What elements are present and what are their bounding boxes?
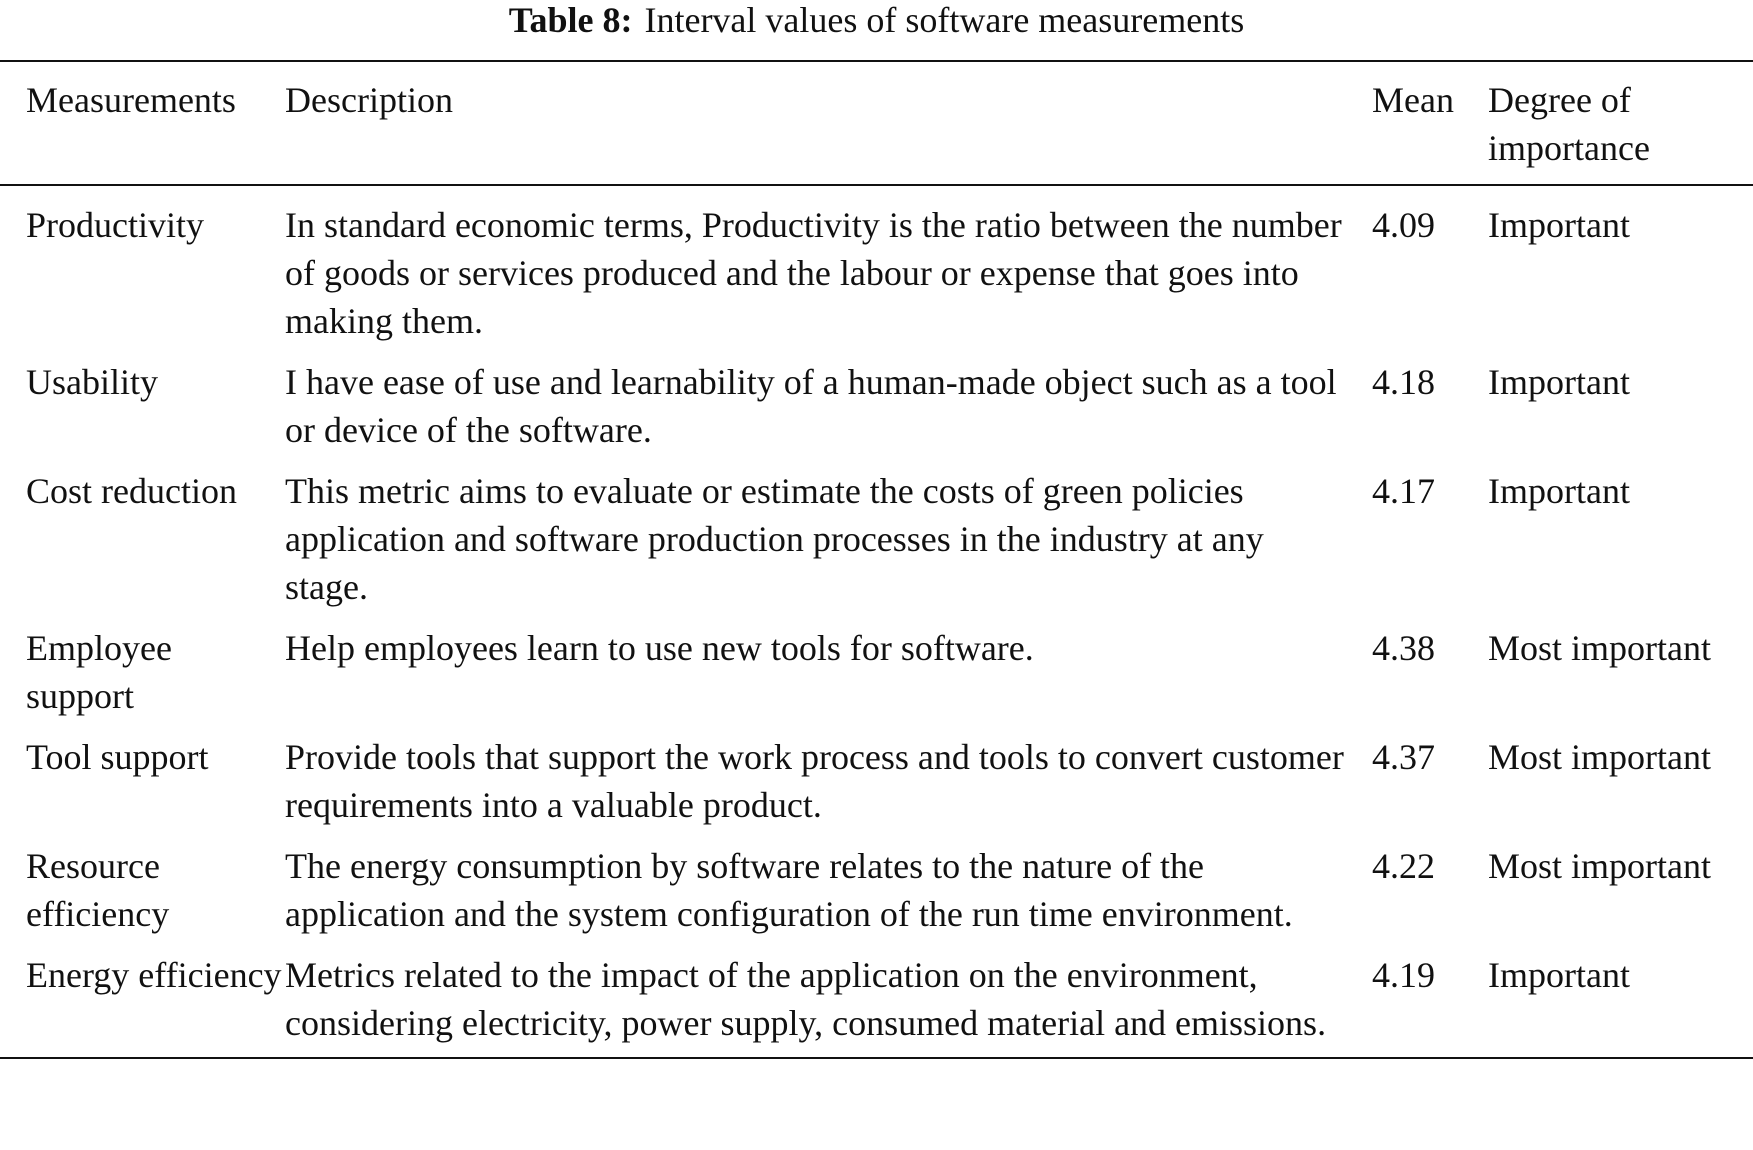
cell-measurement: Usability	[26, 362, 158, 402]
header-degree-of-importance: Degree of importance	[1488, 80, 1650, 168]
table-row	[0, 617, 1753, 726]
table-caption-label: Table 8:	[508, 0, 633, 40]
table-row	[0, 944, 1753, 1058]
cell-degree: Important	[1488, 362, 1630, 402]
cell-degree: Most important	[1488, 628, 1711, 668]
table-row	[0, 835, 1753, 944]
table-header-row	[0, 61, 1753, 185]
table-header	[0, 61, 1753, 185]
cell-mean: 4.22	[1372, 846, 1435, 886]
cell-mean: 4.37	[1372, 737, 1435, 777]
table-body	[0, 185, 1753, 1058]
cell-mean: 4.18	[1372, 362, 1435, 402]
cell-measurement: Productivity	[26, 205, 204, 245]
header-description: Description	[285, 80, 453, 120]
table-row	[0, 185, 1753, 351]
cell-description: Metrics related to the impact of the application on the environment, considering electricity, power supply, consumed material and emissions.	[285, 955, 1327, 1043]
cell-mean: 4.38	[1372, 628, 1435, 668]
cell-degree: Important	[1488, 471, 1630, 511]
cell-degree: Most important	[1488, 846, 1711, 886]
table-row	[0, 460, 1753, 617]
cell-description: Help employees learn to use new tools for software.	[285, 628, 1034, 668]
cell-measurement: Energy efficiency	[26, 955, 282, 995]
table-caption-text: Interval values of software measurements	[644, 0, 1245, 40]
cell-description: In standard economic terms, Productivity is the ratio between the number of goods or services produced and the labour or expense that goes into making them.	[285, 205, 1342, 341]
cell-measurement: Tool support	[26, 737, 209, 777]
cell-description: This metric aims to evaluate or estimate the costs of green policies application and software production processes in the industry at any stage.	[285, 471, 1264, 607]
cell-mean: 4.09	[1372, 205, 1435, 245]
cell-degree: Important	[1488, 205, 1630, 245]
cell-measurement: Resource efficiency	[26, 846, 170, 934]
cell-measurement: Cost reduction	[26, 471, 237, 511]
cell-mean: 4.19	[1372, 955, 1435, 995]
measurements-table	[0, 60, 1753, 1059]
table-row	[0, 726, 1753, 835]
cell-mean: 4.17	[1372, 471, 1435, 511]
header-measurements: Measurements	[26, 80, 236, 120]
cell-degree: Important	[1488, 955, 1630, 995]
cell-description: Provide tools that support the work process and tools to convert customer requirements into a valuable product.	[285, 737, 1344, 825]
table-row	[0, 351, 1753, 460]
table-caption	[0, 0, 1753, 40]
cell-description: The energy consumption by software relates to the nature of the application and the system configuration of the run time environment.	[285, 846, 1293, 934]
cell-degree: Most important	[1488, 737, 1711, 777]
cell-measurement: Employee support	[26, 628, 172, 716]
cell-description: I have ease of use and learnability of a human-made object such as a tool or device of the software.	[285, 362, 1337, 450]
header-mean: Mean	[1372, 80, 1454, 120]
